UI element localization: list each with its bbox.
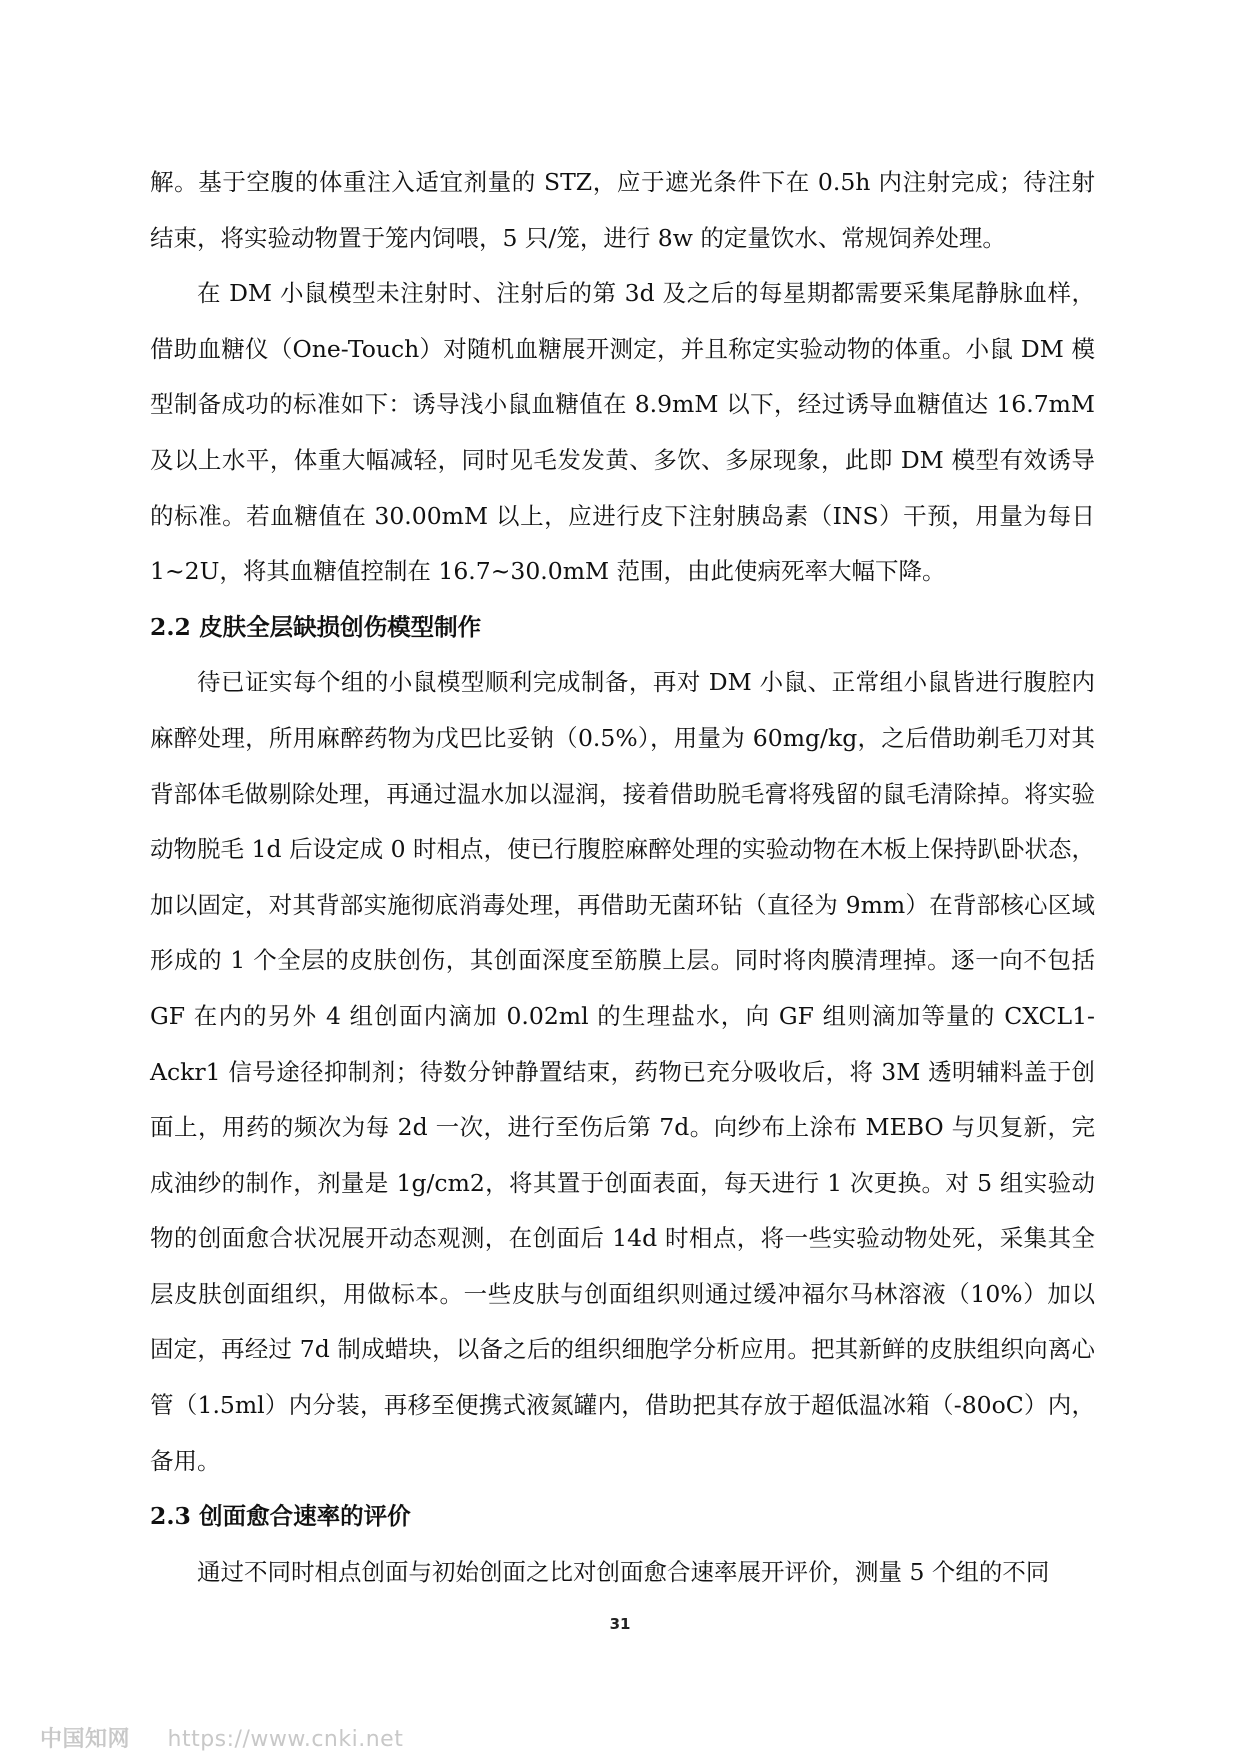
body-paragraph: 通过不同时相点创面与初始创面之比对创面愈合速率展开评价，测量 5 个组的不同	[197, 1557, 1050, 1586]
watermark-url: https://www.cnki.net	[167, 1727, 404, 1752]
page-number: 31	[609, 1615, 631, 1633]
page-body	[150, 155, 1095, 1600]
body-paragraph: 解。基于空腹的体重注入适宜剂量的 STZ，应于遮光条件下在 0.5h 内注射完成；待注射结束，将实验动物置于笼内饲喂，5 只/笼，进行 8w 的定量饮水、常规饲养处理。	[150, 168, 1095, 252]
body-paragraph: 在 DM 小鼠模型未注射时、注射后的第 3d 及之后的每星期都需要采集尾静脉血样，借助血糖仪（One-Touch）对随机血糖展开测定，并且称定实验动物的体重。小鼠 DM 模型制备成功的标准如下：诱导浅小鼠血糖值在 8.9mM 以下，经过诱导血糖值达 16.7mM 及以上水平，体重大幅减轻，同时见毛发发黄、多饮、多尿现象，此即 DM 模型有效诱导的标准。若血糖值在 30.00mM 以上，应进行皮下注射胰岛素（INS）干预，用量为每日 1~2U，将其血糖值控制在 16.7~30.0mM 范围，由此使病死率大幅下降。	[150, 279, 1095, 586]
section-heading: 2.2 皮肤全层缺损创伤模型制作	[150, 612, 482, 641]
cnki-watermark	[40, 1722, 403, 1753]
section-heading: 2.3 创面愈合速率的评价	[150, 1502, 411, 1531]
body-paragraph: 待已证实每个组的小鼠模型顺利完成制备，再对 DM 小鼠、正常组小鼠皆进行腹腔内麻醉处理，所用麻醉药物为戊巴比妥钠（0.5%），用量为 60mg/kg，之后借助剃毛刀对其背部体毛做剔除处理，再通过温水加以湿润，接着借助脱毛膏将残留的鼠毛清除掉。将实验动物脱毛 1d 后设定成 0 时相点，使已行腹腔麻醉处理的实验动物在木板上保持趴卧状态，加以固定，对其背部实施彻底消毒处理，再借助无菌环钻（直径为 9mm）在背部核心区域形成的 1 个全层的皮肤创伤，其创面深度至筋膜上层。同时将肉膜清理掉。逐一向不包括 GF 在内的另外 4 组创面内滴加 0.02ml 的生理盐水，向 GF 组则滴加等量的 CXCL1-Ackr1 信号途径抑制剂；待数分钟静置结束，药物已充分吸收后，将 3M 透明辅料盖于创面上，用药的频次为每 2d 一次，进行至伤后第 7d。向纱布上涂布 MEBO 与贝复新，完成油纱的制作，剂量是 1g/cm2，将其置于创面表面，每天进行 1 次更换。对 5 组实验动物的创面愈合状况展开动态观测，在创面后 14d 时相点，将一些实验动物处死，采集其全层皮肤创面组织，用做标本。一些皮肤与创面组织则通过缓冲福尔马林溶液（10%）加以固定，再经过 7d 制成蜡块，以备之后的组织细胞学分析应用。把其新鲜的皮肤组织向离心管（1.5ml）内分装，再移至便携式液氮罐内，借助把其存放于超低温冰箱（-80oC）内，备用。	[150, 668, 1096, 1475]
watermark-logo: 中国知网	[40, 1727, 131, 1752]
